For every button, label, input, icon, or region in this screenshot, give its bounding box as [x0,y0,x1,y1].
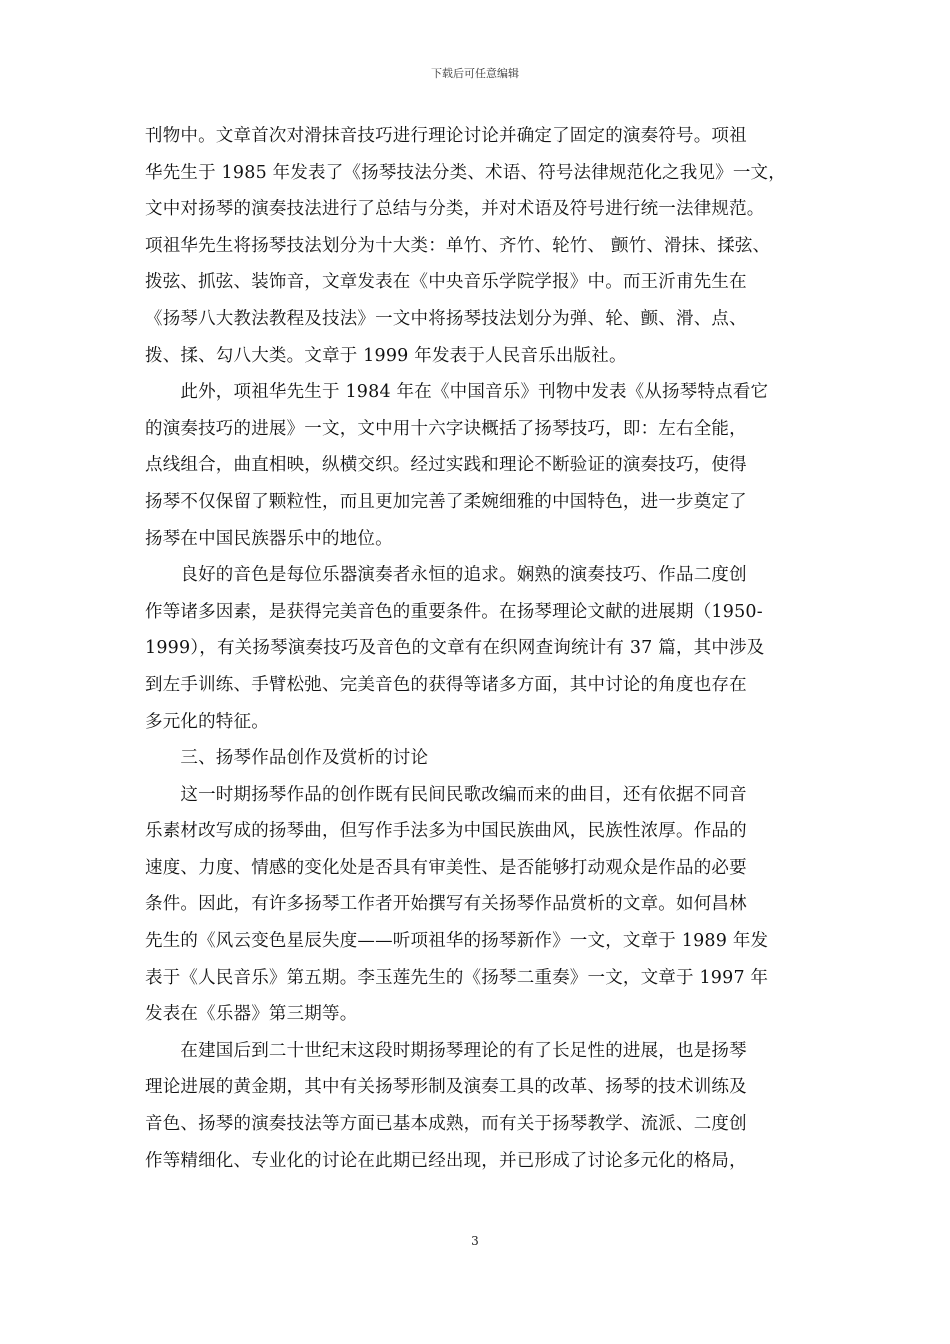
text-line: 《扬琴八大教法教程及技法》一文中将扬琴技法划分为弹、轮、颤、滑、点、 [145,308,747,329]
text-line: 良好的音色是每位乐器演奏者永恒的追求。娴熟的演奏技巧、作品二度创 [145,565,747,586]
text-line: 作等精细化、专业化的讨论在此期已经出现，并已形成了讨论多元化的格局， [145,1150,747,1171]
text-line: 理论进展的黄金期，其中有关扬琴形制及演奏工具的改革、扬琴的技术训练及 [145,1077,747,1098]
text-line: 华先生于 1985 年发表了《扬琴技法分类、术语、符号法律规范化之我见》一文， [145,162,786,183]
text-line: 扬琴在中国民族器乐中的地位。 [145,528,393,549]
page-header: 下载后可任意编辑 [431,67,519,80]
text-line: 的演奏技巧的进展》一文，文中用十六字诀概括了扬琴技巧，即：左右全能， [145,418,747,439]
text-line: 乐素材改写成的扬琴曲，但写作手法多为中国民族曲风，民族性浓厚。作品的 [145,821,747,842]
text-line: 扬琴不仅保留了颗粒性，而且更加完善了柔婉细雅的中国特色，进一步奠定了 [145,491,747,512]
text-line: 表于《人民音乐》第五期。李玉莲先生的《扬琴二重奏》一文，文章于 1997 年 [145,967,769,988]
text-line: 作等诸多因素，是获得完美音色的重要条件。在扬琴理论文献的进展期（1950- [145,601,763,622]
text-line: 多元化的特征。 [145,711,269,732]
text-line: 文中对扬琴的演奏技法进行了总结与分类，并对术语及符号进行统一法律规范。 [145,199,765,220]
text-line: 1999），有关扬琴演奏技巧及音色的文章有在织网查询统计有 37 篇，其中涉及 [145,638,765,659]
text-line: 此外，项祖华先生于 1984 年在《中国音乐》刊物中发表《从扬琴特点看它 [145,382,769,403]
text-line: 音色、扬琴的演奏技法等方面已基本成熟，而有关于扬琴教学、流派、二度创 [145,1114,747,1135]
text-line: 到左手训练、手臂松弛、完美音色的获得等诸多方面，其中讨论的角度也存在 [145,674,747,695]
text-line: 速度、力度、情感的变化处是否具有审美性、是否能够打动观众是作品的必要 [145,857,747,878]
text-line: 条件。因此，有许多扬琴工作者开始撰写有关扬琴作品赏析的文章。如何昌林 [145,894,747,915]
text-line: 先生的《风云变色星辰失度——听项祖华的扬琴新作》一文，文章于 1989 年发 [145,931,769,952]
text-line: 发表在《乐器》第三期等。 [145,1004,358,1025]
text-line: 刊物中。文章首次对滑抹音技巧进行理论讨论并确定了固定的演奏符号。项祖 [145,126,747,146]
document-body [145,118,810,1179]
text-line: 拨弦、抓弦、装饰音，文章发表在《中央音乐学院学报》中。而王沂甫先生在 [145,272,747,293]
text-line: 在建国后到二十世纪末这段时期扬琴理论的有了长足性的进展，也是扬琴 [145,1040,747,1061]
text-line: 点线组合，曲直相映，纵横交织。经过实践和理论不断验证的演奏技巧，使得 [145,455,747,476]
text-line: 这一时期扬琴作品的创作既有民间民歌改编而来的曲目，还有依据不同音 [145,784,747,805]
text-line: 项祖华先生将扬琴技法划分为十大类：单竹、齐竹、轮竹、 颤竹、滑抹、揉弦、 [145,235,771,256]
page-number: 3 [471,1234,479,1248]
text-line: 拨、揉、勾八大类。文章于 1999 年发表于人民音乐出版社。 [145,345,627,366]
section-heading: 三、扬琴作品创作及赏析的讨论 [145,748,429,769]
